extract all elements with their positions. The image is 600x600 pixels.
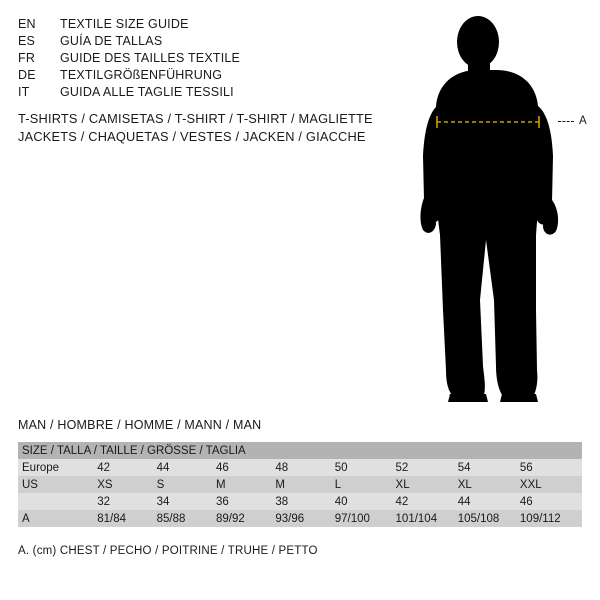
table-cell: XL (395, 478, 410, 491)
table-cell: S (156, 478, 165, 491)
row-label-europe: Europe (22, 461, 60, 474)
language-text: GUÍA DE TALLAS (60, 34, 163, 48)
measure-label-a: A (579, 115, 587, 127)
table-cell: XS (97, 478, 113, 491)
language-code: ES (18, 34, 36, 48)
table-cell: 101/104 (395, 512, 438, 525)
table-row (18, 476, 582, 493)
language-text: GUIDA ALLE TAGLIE TESSILI (60, 85, 234, 99)
language-code: FR (18, 51, 36, 65)
category-block (18, 110, 438, 146)
table-cell: 52 (395, 461, 409, 474)
row-label-blank (18, 493, 97, 510)
table-cell: L (334, 478, 342, 491)
language-code: IT (18, 85, 30, 99)
table-header-label: SIZE / TALLA / TAILLE / GRÖSSE / TAGLIA (22, 444, 246, 457)
table-cell: 46 (519, 495, 533, 508)
table-cell: 34 (156, 495, 170, 508)
table-cell: 56 (519, 461, 533, 474)
table-cell: M (216, 478, 226, 491)
table-cell: 48 (275, 461, 289, 474)
table-cell: XXL (519, 478, 542, 491)
table-cell: 32 (97, 495, 111, 508)
table-cell: 42 (97, 461, 111, 474)
table-cell: 97/100 (334, 512, 370, 525)
category-line-tshirts: T-SHIRTS / CAMISETAS / T-SHIRT / T-SHIRT / MAGLIETTE (18, 111, 373, 126)
table-cell: 44 (156, 461, 170, 474)
table-row (18, 493, 582, 510)
table-cell: 42 (395, 495, 409, 508)
language-row (18, 84, 398, 101)
language-text: TEXTILE SIZE GUIDE (60, 17, 189, 31)
table-cell: XL (457, 478, 472, 491)
figure-illustration (410, 10, 600, 405)
table-cell: 81/84 (97, 512, 127, 525)
table-cell: 85/88 (156, 512, 186, 525)
table-cell: 40 (334, 495, 348, 508)
male-silhouette-icon (410, 10, 600, 405)
row-label-a: A (22, 512, 30, 525)
measure-leader-line (558, 121, 574, 123)
table-cell: 105/108 (457, 512, 500, 525)
language-code: EN (18, 17, 36, 31)
language-row (18, 33, 398, 50)
table-cell: 54 (457, 461, 471, 474)
table-cell: 44 (457, 495, 471, 508)
footnote-chest-measurement: A. (cm) CHEST / PECHO / POITRINE / TRUHE / PETTO (18, 545, 318, 557)
table-cell: 38 (275, 495, 289, 508)
language-text: GUIDE DES TAILLES TEXTILE (60, 51, 241, 65)
table-title-man: MAN / HOMBRE / HOMME / MANN / MAN (18, 418, 262, 432)
table-cell: 89/92 (216, 512, 245, 525)
table-row (18, 510, 582, 527)
row-label-us: US (22, 478, 38, 491)
language-row (18, 16, 398, 33)
category-line-jackets: JACKETS / CHAQUETAS / VESTES / JACKEN / GIACCHE (18, 129, 366, 144)
table-cell: 50 (334, 461, 348, 474)
table-cell: 109/112 (519, 512, 561, 525)
language-code: DE (18, 68, 36, 82)
table-cell: 46 (216, 461, 229, 474)
language-guide-block (18, 16, 398, 101)
language-row (18, 67, 398, 84)
size-table (18, 442, 582, 527)
language-text: TEXTILGRÖßENFÜHRUNG (60, 68, 223, 82)
table-cell: 36 (216, 495, 229, 508)
language-row (18, 50, 398, 67)
table-cell: 93/96 (275, 512, 305, 525)
table-header-row (18, 442, 582, 459)
table-cell: M (275, 478, 285, 491)
table-row (18, 459, 582, 476)
